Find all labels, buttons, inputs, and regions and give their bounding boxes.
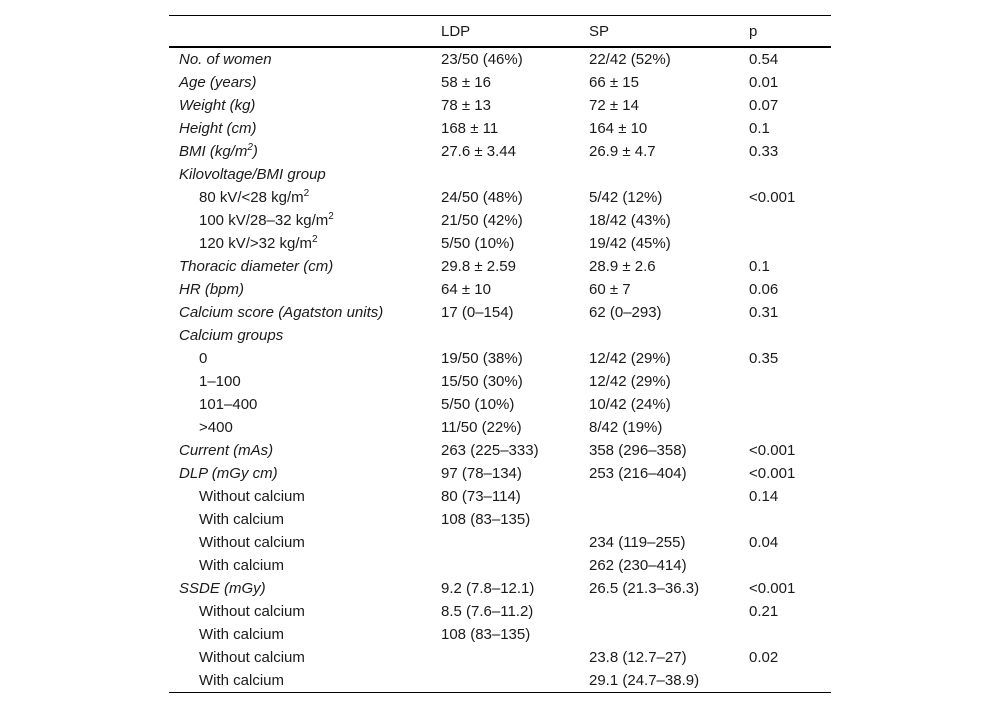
- ldp-value: 168 ± 11: [441, 120, 499, 137]
- row-label-superscript: 2: [247, 142, 253, 153]
- ldp-value: 23/50 (46%): [441, 51, 523, 68]
- ldp-value: [431, 669, 579, 693]
- sp-value: 72 ± 14: [589, 97, 639, 114]
- row-label: [169, 508, 431, 531]
- table-row: [169, 646, 831, 669]
- table-row: [169, 600, 831, 623]
- sp-value: 26.5 (21.3–36.3): [589, 580, 700, 597]
- table-row: [169, 531, 831, 554]
- sp-value: 253 (216–404): [589, 465, 687, 482]
- table-row: [169, 577, 831, 600]
- row-label-text: Without calcium: [199, 649, 305, 666]
- p-value: 0.02: [749, 649, 779, 666]
- table-header: [169, 16, 831, 48]
- row-label-text: BMI (kg/m: [179, 143, 248, 160]
- p-value: 0.07: [749, 97, 779, 114]
- row-label: [169, 117, 431, 140]
- sp-value: 29.1 (24.7–38.9): [579, 669, 739, 693]
- row-label: [169, 186, 431, 209]
- row-label: [169, 554, 431, 577]
- table-row: [169, 324, 831, 347]
- p-value: <0.001: [749, 465, 796, 482]
- header-label: [169, 16, 431, 48]
- row-label: [169, 209, 431, 232]
- ldp-value: 21/50 (42%): [441, 212, 523, 229]
- row-label-text: 120 kV/>32 kg/m: [199, 235, 312, 252]
- ldp-value: 11/50 (22%): [441, 419, 522, 436]
- row-label: [169, 416, 431, 439]
- table-row: [169, 209, 831, 232]
- p-value: 0.54: [749, 51, 779, 68]
- row-label-text: Without calcium: [199, 488, 305, 505]
- row-label: [169, 439, 431, 462]
- row-label: [169, 485, 431, 508]
- row-label-text: No. of women: [179, 51, 272, 68]
- row-label: [169, 47, 431, 71]
- sp-value: 5/42 (12%): [589, 189, 663, 206]
- row-label-text: With calcium: [199, 511, 285, 528]
- header-p: p: [749, 22, 758, 40]
- table-row: [169, 232, 831, 255]
- table-row: [169, 416, 831, 439]
- ldp-value: 15/50 (30%): [441, 373, 523, 390]
- p-value: 0.06: [749, 281, 779, 298]
- row-label: [169, 347, 431, 370]
- ldp-value: 27.6 ± 3.44: [441, 143, 516, 160]
- p-value: 0.1: [749, 258, 770, 275]
- row-label: [169, 163, 431, 186]
- row-label-text: DLP (mGy cm): [179, 465, 278, 482]
- ldp-value: [431, 324, 579, 347]
- sp-value: 358 (296–358): [589, 442, 687, 459]
- row-label-text: HR (bpm): [179, 281, 245, 298]
- p-value: 0.1: [749, 120, 770, 137]
- sp-value: 26.9 ± 4.7: [589, 143, 656, 160]
- ldp-value: 8.5 (7.6–11.2): [441, 603, 534, 620]
- table-body: [169, 47, 831, 693]
- ldp-value: [431, 531, 579, 554]
- p-value: [739, 623, 831, 646]
- p-value: [739, 554, 831, 577]
- p-value: <0.001: [749, 189, 796, 206]
- row-label-text: Kilovoltage/BMI group: [179, 166, 326, 183]
- sp-value: 62 (0–293): [589, 304, 662, 321]
- ldp-value: 80 (73–114): [441, 488, 521, 505]
- p-value: [739, 232, 831, 255]
- row-label-text: 101–400: [199, 396, 258, 413]
- row-label-superscript: 2: [328, 211, 334, 222]
- row-label-superscript: 2: [303, 188, 310, 199]
- ldp-value: 9.2 (7.8–12.1): [441, 580, 535, 597]
- row-label: [169, 393, 431, 416]
- header-ldp: LDP: [441, 22, 471, 40]
- table-container: [169, 15, 831, 693]
- row-label: [169, 324, 431, 347]
- sp-value: [579, 324, 739, 347]
- p-value: [739, 669, 831, 693]
- row-label: [169, 623, 431, 646]
- row-label-text: SSDE (mGy): [179, 580, 266, 597]
- sp-value: 23.8 (12.7–27): [589, 649, 687, 666]
- row-label: [169, 531, 431, 554]
- row-label: [169, 255, 431, 278]
- ldp-value: 58 ± 16: [441, 74, 491, 91]
- row-label: [169, 646, 431, 669]
- ldp-value: 263 (225–333): [441, 442, 539, 459]
- sp-value: [579, 623, 739, 646]
- sp-value: 10/42 (24%): [589, 396, 671, 413]
- row-label-text: With calcium: [199, 626, 285, 643]
- table-row: [169, 370, 831, 393]
- p-value: <0.001: [749, 442, 796, 459]
- p-value: 0.31: [749, 304, 779, 321]
- table-row: [169, 163, 831, 186]
- sp-value: [579, 600, 739, 623]
- row-label-text: Age (years): [179, 74, 257, 91]
- sp-value: 262 (230–414): [589, 557, 687, 574]
- row-label: [169, 140, 431, 163]
- sp-value: 66 ± 15: [589, 74, 639, 91]
- table-row: [169, 301, 831, 324]
- row-label-text: Height (cm): [179, 120, 257, 137]
- sp-value: 12/42 (29%): [589, 373, 671, 390]
- row-label-text: With calcium: [199, 672, 285, 689]
- row-label-tail: ): [252, 143, 258, 160]
- table-row: [169, 186, 831, 209]
- header-sp: SP: [589, 22, 610, 40]
- p-value: <0.001: [749, 580, 796, 597]
- data-table: [169, 15, 831, 693]
- ldp-value: [431, 646, 579, 669]
- ldp-value: 17 (0–154): [441, 304, 514, 321]
- table-row: [169, 623, 831, 646]
- sp-value: 22/42 (52%): [589, 51, 671, 68]
- p-value: [739, 163, 831, 186]
- sp-value: 60 ± 7: [589, 281, 631, 298]
- table-row: [169, 278, 831, 301]
- sp-value: [579, 163, 739, 186]
- row-label-text: Without calcium: [199, 603, 305, 620]
- p-value: [739, 209, 831, 232]
- sp-value: 164 ± 10: [589, 120, 648, 137]
- row-label: [169, 278, 431, 301]
- row-label: [169, 94, 431, 117]
- p-value: [739, 393, 831, 416]
- row-label-superscript: 2: [311, 234, 318, 245]
- p-value: 0.35: [749, 350, 779, 367]
- table-row: [169, 47, 831, 71]
- p-value: [739, 416, 831, 439]
- row-label: [169, 370, 431, 393]
- p-value: 0.04: [749, 534, 779, 551]
- ldp-value: [431, 163, 579, 186]
- table-row: [169, 255, 831, 278]
- ldp-value: 108 (83–135): [441, 511, 531, 528]
- table-row: [169, 439, 831, 462]
- table-row: [169, 117, 831, 140]
- ldp-value: 97 (78–134): [441, 465, 522, 482]
- row-label: [169, 577, 431, 600]
- p-value: [739, 324, 831, 347]
- row-label-text: 0: [199, 350, 208, 367]
- p-value: 0.33: [749, 143, 779, 160]
- ldp-value: 108 (83–135): [441, 626, 531, 643]
- header-row: [169, 16, 831, 48]
- sp-value: [579, 485, 739, 508]
- row-label-text: Calcium groups: [179, 327, 284, 344]
- row-label: [169, 669, 431, 693]
- table-row: [169, 669, 831, 693]
- table-row: [169, 71, 831, 94]
- table-row: [169, 347, 831, 370]
- table-row: [169, 94, 831, 117]
- sp-value: 18/42 (43%): [589, 212, 671, 229]
- sp-value: 12/42 (29%): [589, 350, 671, 367]
- ldp-value: 5/50 (10%): [441, 235, 515, 252]
- row-label-text: Calcium score (Agatston units): [179, 304, 384, 321]
- row-label: [169, 462, 431, 485]
- table-row: [169, 554, 831, 577]
- table-row: [169, 508, 831, 531]
- p-value: 0.21: [749, 603, 779, 620]
- row-label-text: Thoracic diameter (cm): [179, 258, 334, 275]
- ldp-value: 5/50 (10%): [441, 396, 515, 413]
- ldp-value: [431, 554, 579, 577]
- row-label-text: 100 kV/28–32 kg/m: [199, 212, 329, 229]
- ldp-value: 29.8 ± 2.59: [441, 258, 516, 275]
- row-label-text: Without calcium: [199, 534, 305, 551]
- ldp-value: 24/50 (48%): [441, 189, 523, 206]
- sp-value: 234 (119–255): [589, 534, 686, 551]
- row-label: [169, 71, 431, 94]
- p-value: [739, 370, 831, 393]
- row-label: [169, 232, 431, 255]
- p-value: [739, 508, 831, 531]
- sp-value: 28.9 ± 2.6: [589, 258, 656, 275]
- row-label-text: 1–100: [199, 373, 241, 390]
- table-row: [169, 485, 831, 508]
- row-label-text: 80 kV/<28 kg/m: [199, 189, 304, 206]
- sp-value: 8/42 (19%): [589, 419, 663, 436]
- table-row: [169, 393, 831, 416]
- row-label-text: Weight (kg): [179, 97, 256, 114]
- row-label-text: >400: [199, 419, 233, 436]
- row-label: [169, 301, 431, 324]
- sp-value: 19/42 (45%): [589, 235, 671, 252]
- row-label-text: Current (mAs): [179, 442, 274, 459]
- row-label: [169, 600, 431, 623]
- ldp-value: 64 ± 10: [441, 281, 491, 298]
- table-row: [169, 140, 831, 163]
- ldp-value: 78 ± 13: [441, 97, 491, 114]
- table-row: [169, 462, 831, 485]
- sp-value: [579, 508, 739, 531]
- p-value: 0.01: [749, 74, 779, 91]
- row-label-text: With calcium: [199, 557, 285, 574]
- ldp-value: 19/50 (38%): [441, 350, 523, 367]
- p-value: 0.14: [749, 488, 779, 505]
